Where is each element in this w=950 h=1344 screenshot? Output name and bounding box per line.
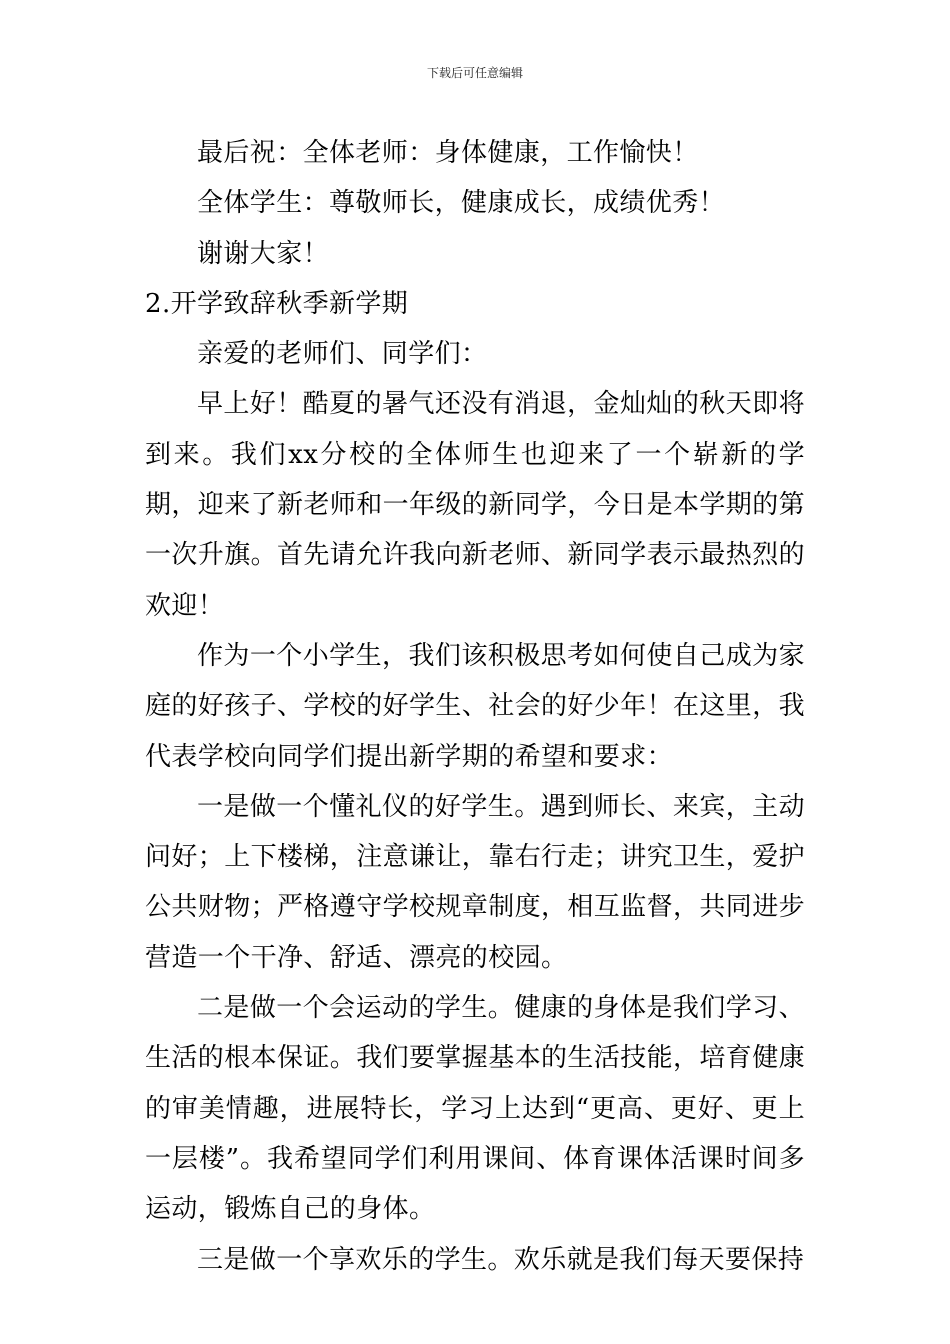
paragraph-point-two: 二是做一个会运动的学生。健康的身体是我们学习、生活的根本保证。我们要掌握基本的生活技能，培育健康的审美情趣，进展特长，学习上达到“更高、更好、更上一层楼”。我希望同学们利用课间、体育课体活课时间多运动，锻炼自己的身体。 <box>145 993 806 1225</box>
salutation: 亲爱的老师们、同学们： <box>197 339 488 370</box>
closing-wishes-students: 全体学生：尊敬师长，健康成长，成绩优秀！ <box>197 188 726 219</box>
paragraph-point-one: 一是做一个懂礼仪的好学生。遇到师长、来宾，主动问好；上下楼梯，注意谦让，靠右行走；讲究卫生，爱护公共财物；严格遵守学校规章制度，相互监督，共同进步营造一个干净、舒适、漂亮的校园。 <box>145 791 806 973</box>
thanks-line: 谢谢大家！ <box>197 238 330 269</box>
closing-wishes-teachers: 最后祝：全体老师：身体健康，工作愉快！ <box>197 138 699 168</box>
paragraph-intro: 作为一个小学生，我们该积极思考如何使自己成为家庭的好孩子、学校的好学生、社会的好少年！在这里，我代表学校向同学们提出新学期的希望和要求： <box>145 640 806 772</box>
document-body <box>145 128 805 1285</box>
paragraph-greeting: 早上好！酷夏的暑气还没有消退，金灿灿的秋天即将到来。我们xx分校的全体师生也迎来了一个崭新的学期，迎来了新老师和一年级的新同学，今日是本学期的第一次升旗。首先请允许我向新老师、新同学表示最热烈的欢迎！ <box>145 389 806 621</box>
paragraph-point-three: 三是做一个享欢乐的学生。欢乐就是我们每天要保持 <box>197 1244 805 1275</box>
section-heading: 2.开学致辞秋季新学期 <box>145 288 409 319</box>
page-header: 下载后可任意编辑 <box>426 66 523 80</box>
